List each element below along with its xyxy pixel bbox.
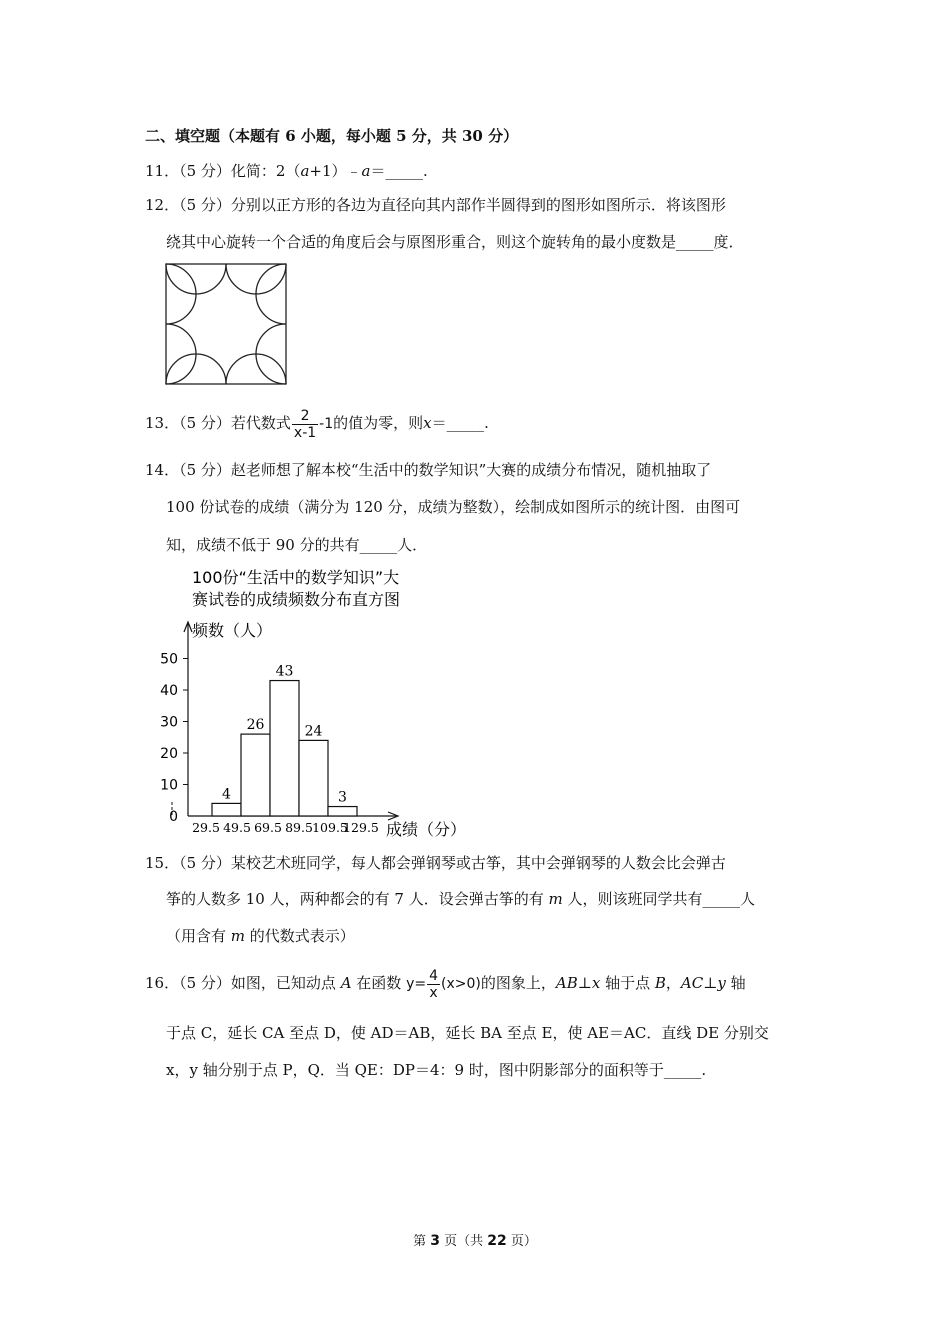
x-tick-label: 89.5 (285, 820, 313, 835)
q13-var-x: x (423, 414, 432, 432)
footer-text-2: 页（共 (440, 1234, 488, 1249)
question-number: 16． (145, 974, 180, 992)
x-tick-label: 49.5 (223, 820, 251, 835)
y-tick-label: 0 (169, 809, 178, 825)
q16-perp-1: ⊥ (577, 974, 592, 992)
q16-text-5: 轴 (725, 974, 746, 992)
q16-text-1: （5 分）如图，已知动点 (179, 974, 341, 992)
bar-value-label: 43 (275, 663, 294, 680)
q13-minus-one: -1 (319, 416, 334, 432)
bar-value-label: 26 (246, 717, 265, 734)
question-14 (145, 460, 711, 480)
q16-point-b: B (654, 974, 666, 992)
q16-line-2: 于点 C，延长 CA 至点 D，使 AD＝AB，延长 BA 至点 E，使 AE＝AC．直线 DE 分别交 (166, 1024, 769, 1042)
fraction (292, 408, 318, 441)
q16-text-4: 轴于点 (600, 974, 655, 992)
function-fraction (427, 968, 440, 1001)
histogram-bar (212, 803, 241, 816)
q16-seg-ac: AC (680, 974, 704, 992)
q15-var-m-2: m (230, 927, 246, 945)
q15-text-2: 人，则该班同学共有_____人 (562, 890, 755, 908)
q14-line-2: 100 份试卷的成绩（满分为 120 分，成绩为整数），绘制成如图所示的统计图．由图可 (166, 498, 741, 516)
q12-line-2: 绕其中心旋转一个合适的角度后会与原图形重合，则这个旋转角的最小度数是_____度． (166, 233, 744, 251)
q14-line-3: 知，成绩不低于 90 分的共有_____人． (166, 536, 428, 554)
y-tick-label: 10 (160, 777, 178, 794)
page-footer (0, 1230, 950, 1249)
q14-line-1: （5 分）赵老师想了解本校“生活中的数学知识”大赛的成绩分布情况，随机抽取了 (179, 461, 712, 479)
q15-text-3: （用含有 (166, 927, 231, 945)
histogram-bar (299, 740, 328, 816)
function-condition: (x>0) (441, 976, 481, 992)
q11-var-a-2: a (361, 162, 371, 180)
q16-x-axis: x (591, 974, 601, 992)
x-tick-label: 29.5 (192, 820, 220, 835)
x-tick-label: 69.5 (254, 820, 282, 835)
y-axis-label: 频数（人） (192, 621, 273, 640)
x-axis-label: 成绩（分） (386, 820, 467, 839)
question-number: 12． (145, 196, 180, 214)
q11-var-a: a (300, 162, 310, 180)
x-tick-label: 109.5 (312, 820, 348, 835)
fraction-denominator: x-1 (293, 424, 317, 441)
y-tick-label: 40 (160, 683, 178, 699)
histogram-bar (328, 807, 357, 816)
section-title: 二、填空题（本题有 6 小题，每小题 5 分，共 30 分） (145, 127, 519, 145)
question-16 (145, 965, 746, 1002)
q15-var-m: m (548, 890, 563, 908)
q13-text-3: ＝_____. (431, 414, 489, 432)
q16-perp-2: ⊥ (703, 974, 718, 992)
semicircle-square-figure (165, 263, 287, 385)
q15-line-2 (166, 889, 755, 909)
question-number: 15． (145, 854, 180, 872)
histogram-bar (241, 734, 270, 816)
histogram-bar (270, 681, 299, 816)
q16-line-3: x，y 轴分别于点 P，Q．当 QE：DP＝4：9 时，图中阴影部分的面积等于_____. (166, 1061, 707, 1079)
fraction-numerator: 2 (292, 408, 318, 425)
histogram-chart (160, 560, 490, 845)
q15-text-1: 筝的人数多 10 人，两种都会的有 7 人．设会弹古筝的有 (166, 890, 549, 908)
q13-text-1: （5 分）若代数式 (179, 414, 291, 432)
y-tick-label: 30 (160, 714, 178, 731)
question-number: 14． (145, 461, 180, 479)
q16-y-axis: y (717, 974, 726, 992)
q12-line-1: （5 分）分别以正方形的各边为直径向其内部作半圆得到的图形如图所示．将该图形 (179, 196, 726, 214)
q15-line-3 (166, 926, 355, 946)
footer-text-1: 第 (413, 1234, 431, 1249)
question-11 (145, 161, 428, 181)
bar-value-label: 24 (304, 723, 323, 740)
q15-text-4: 的代数式表示） (245, 927, 355, 945)
question-15 (145, 853, 726, 873)
q16-seg-ab: AB (555, 974, 578, 992)
y-tick-label: 20 (160, 746, 178, 762)
question-12 (145, 195, 726, 215)
question-number: 13． (145, 414, 180, 432)
bar-value-label: 3 (338, 789, 347, 806)
square-outline (166, 264, 286, 384)
function-numerator: 4 (429, 967, 439, 984)
y-tick-label: 50 (160, 651, 178, 668)
footer-text-3: 页） (506, 1234, 537, 1249)
page-total: 22 (487, 1233, 507, 1249)
q16-point-a: A (340, 974, 352, 992)
page-number: 3 (430, 1233, 440, 1249)
q16-comma: ， (665, 974, 681, 992)
q16-text-3: 的图象上， (480, 974, 556, 992)
function-denominator: x (429, 984, 438, 1001)
bar-value-label: 4 (222, 786, 231, 803)
q11-text-3: ＝_____. (370, 162, 428, 180)
q16-text-2: 在函数 (351, 974, 407, 992)
q11-text-1: （5 分）化简：2（ (179, 162, 301, 180)
chart-title-line-1: 100份“生活中的数学知识”大 (192, 568, 400, 587)
question-13 (145, 406, 489, 441)
question-number: 11． (145, 162, 180, 180)
q11-text-2: +1）﹣ (309, 162, 362, 180)
function-y: y= (406, 976, 427, 992)
q13-text-2: 的值为零，则 (333, 414, 424, 432)
chart-title-line-2: 赛试卷的成绩频数分布直方图 (192, 590, 401, 609)
q15-line-1: （5 分）某校艺术班同学，每人都会弹钢琴或古筝，其中会弹钢琴的人数会比会弹古 (179, 854, 726, 872)
x-tick-label: 129.5 (343, 820, 379, 835)
